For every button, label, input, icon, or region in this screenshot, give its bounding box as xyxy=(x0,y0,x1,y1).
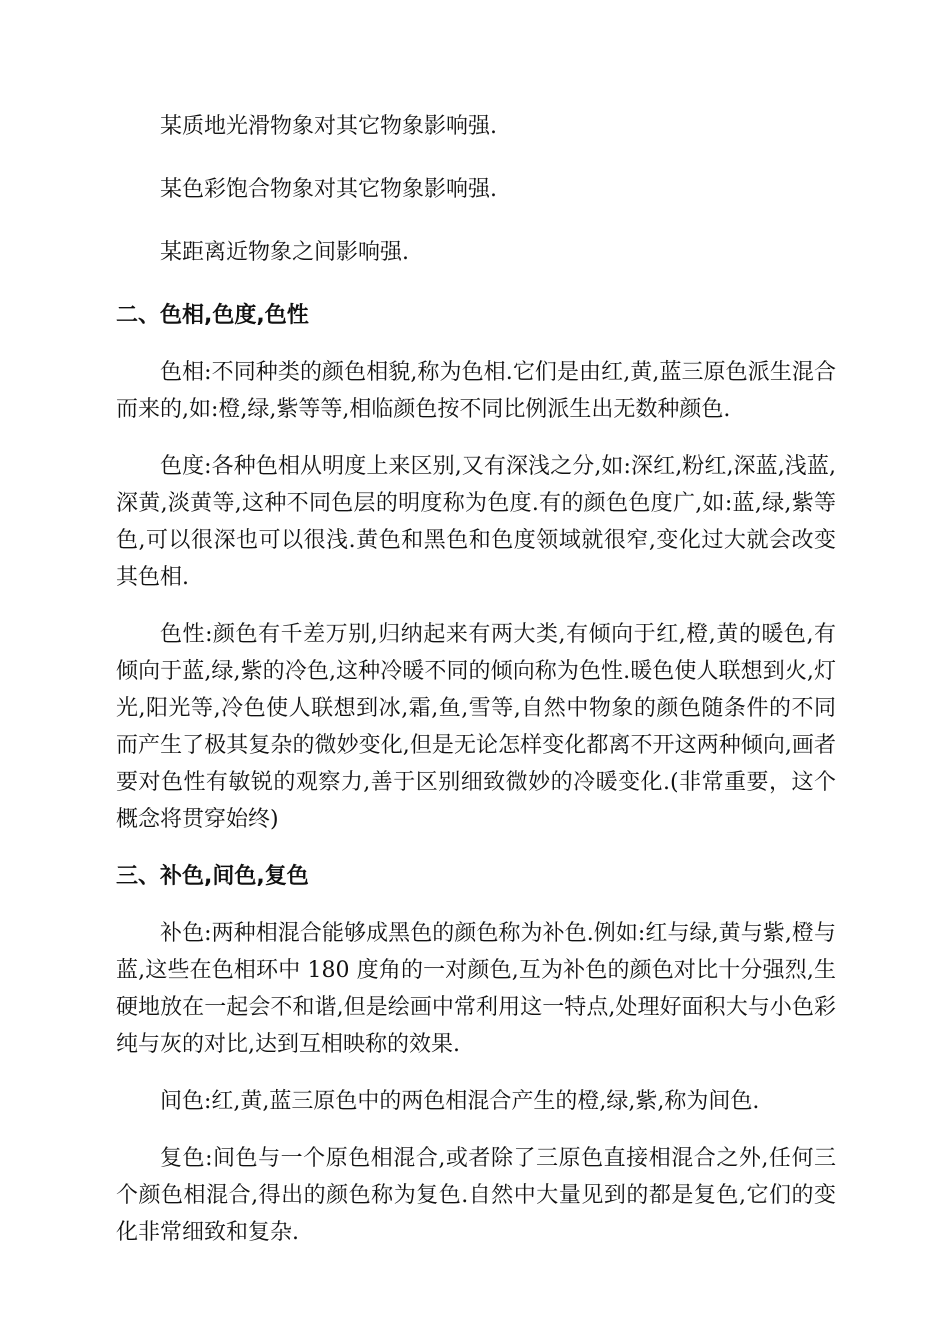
document-body xyxy=(116,108,836,1271)
secondary-paragraph: 间色:红,黄,蓝三原色中的两色相混合产生的橙,绿,紫,称为间色. xyxy=(160,1089,760,1114)
complementary-paragraph: 补色:两种相混合能够成黑色的颜色称为补色.例如:红与绿,黄与紫,橙与蓝,这些在色相环中 180 度角的一对颜色,互为补色的颜色对比十分强烈,生硬地放在一起会不和谐,但是绘画中常利用这一特点,处理好面积大与小色彩纯与灰的对比,达到互相映称的效果. xyxy=(116,921,836,1057)
intro-line-1: 某质地光滑物象对其它物象影响强. xyxy=(160,114,497,139)
intro-line-2: 某色彩饱合物象对其它物象影响强. xyxy=(160,177,497,202)
intro-line-3: 某距离近物象之间影响强. xyxy=(160,240,409,265)
chroma-paragraph: 色度:各种色相从明度上来区别,又有深浅之分,如:深红,粉红,深蓝,浅蓝,深黄,淡黄等,这种不同色层的明度称为色度.有的颜色色度广,如:蓝,绿,紫等色,可以很深也可以很浅.黄色和黑色和色度领域就很窄,变化过大就会改变其色相. xyxy=(116,454,836,590)
section-2-heading: 二、色相,色度,色性 xyxy=(116,303,309,328)
section-3-heading: 三、补色,间色,复色 xyxy=(116,864,309,889)
tertiary-paragraph: 复色:间色与一个原色相混合,或者除了三原色直接相混合之外,任何三个颜色相混合,得出的颜色称为复色.自然中大量见到的都是复色,它们的变化非常细致和复杂. xyxy=(116,1146,836,1245)
temperature-paragraph: 色性:颜色有千差万别,归纳起来有两大类,有倾向于红,橙,黄的暖色,有倾向于蓝,绿,紫的冷色,这种冷暖不同的倾向称为色性.暖色使人联想到火,灯光,阳光等,冷色使人联想到冰,霜,鱼,雪等,自然中物象的颜色随条件的不同而产生了极其复杂的微妙变化,但是无论怎样变化都离不开这两种倾向,画者要对色性有敏锐的观察力,善于区别细致微妙的冷暖变化.(非常重要，这个概念将贯穿始终) xyxy=(116,622,836,832)
hue-paragraph: 色相:不同种类的颜色相貌,称为色相.它们是由红,黄,蓝三原色派生混合而来的,如:橙,绿,紫等等,相临颜色按不同比例派生出无数种颜色. xyxy=(116,360,836,422)
